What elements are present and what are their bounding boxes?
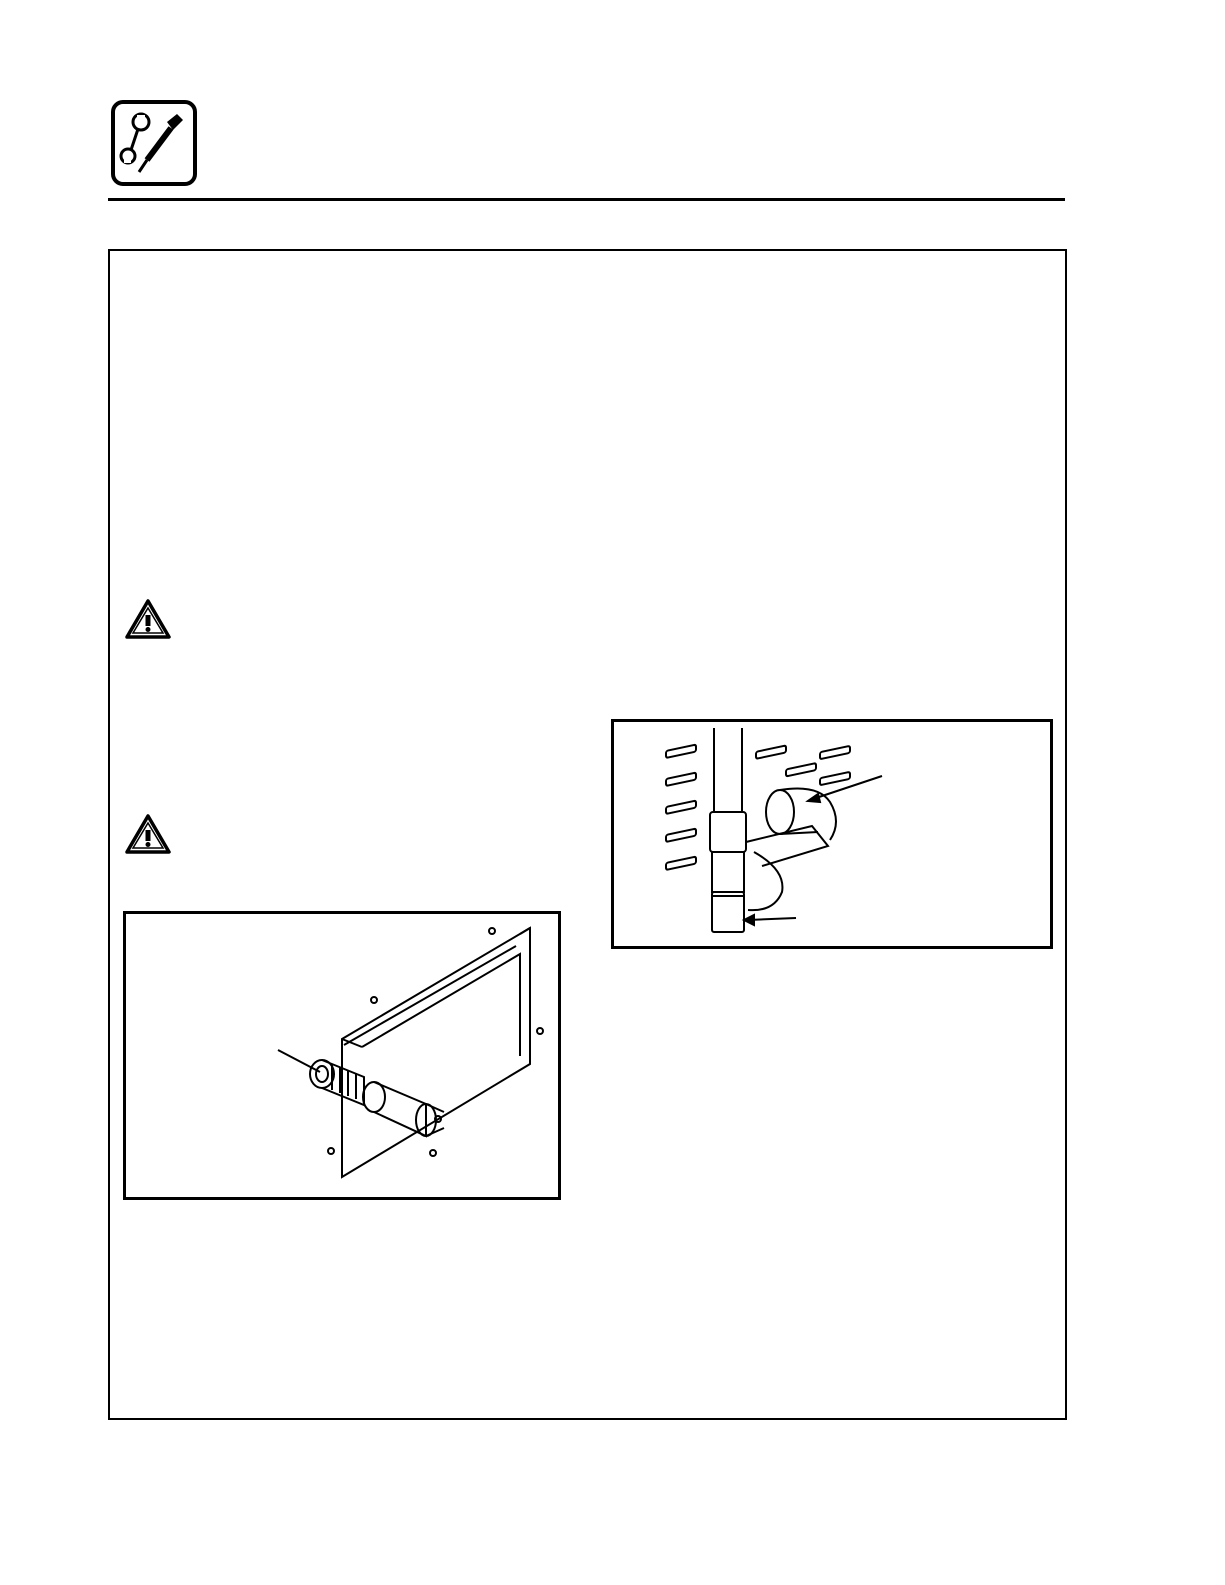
header-rule [108,198,1065,201]
hose-connector-illustration [126,914,558,1197]
warning-triangle-icon [124,598,172,640]
drain-figure [611,719,1053,949]
service-tools-icon [111,100,197,186]
drain-pipe-illustration [614,722,1050,946]
warning-triangle-icon [124,813,172,855]
connector-figure [123,911,561,1200]
